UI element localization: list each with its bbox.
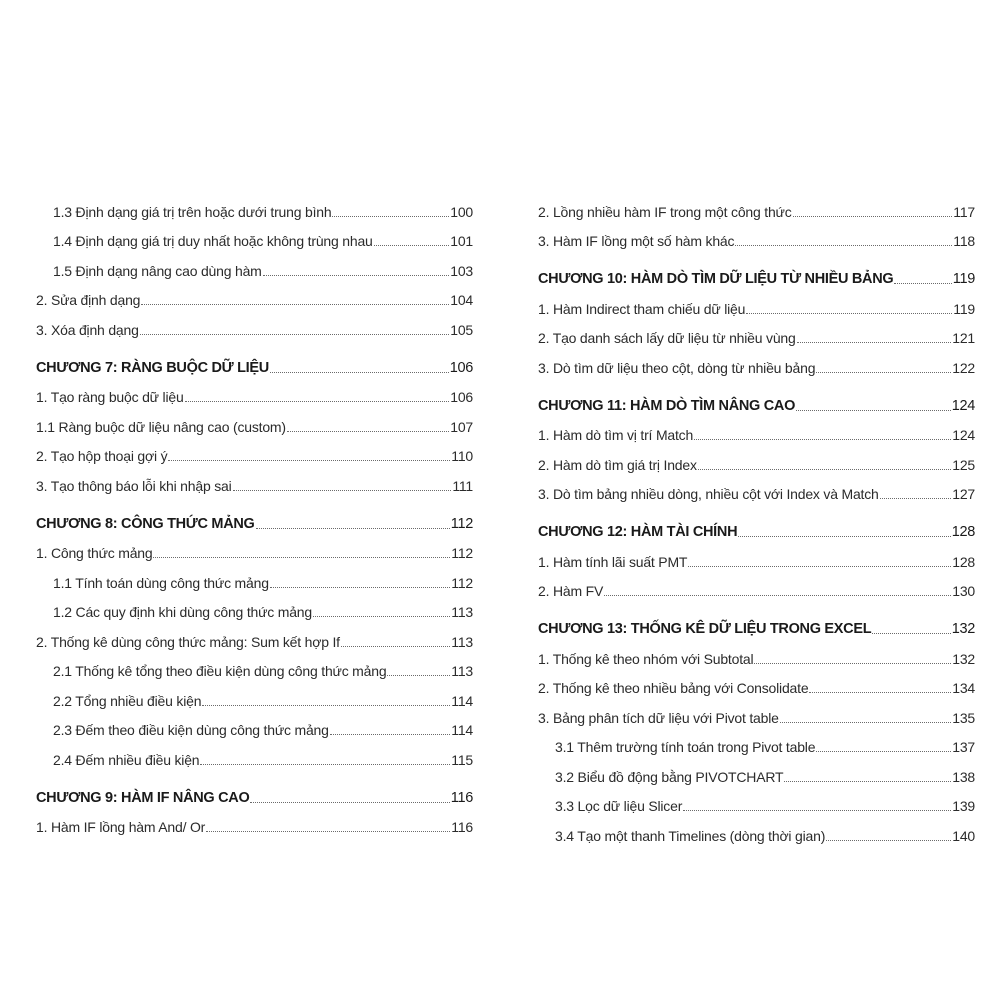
- toc-page-number: 114: [451, 692, 473, 709]
- toc-dot-leader: [698, 469, 951, 470]
- toc-entry-title: 1.4 Định dạng giá trị duy nhất hoặc không trùng nhau: [53, 233, 373, 249]
- toc-page-number: 122: [952, 359, 975, 376]
- toc-dot-leader: [754, 663, 951, 664]
- toc-dot-leader: [784, 781, 951, 782]
- toc-entry-title: 3.3 Lọc dữ liệu Slicer: [555, 798, 683, 814]
- toc-chapter-heading: [538, 376, 975, 414]
- toc-entry-title: 1.5 Định dạng nâng cao dùng hàm: [53, 262, 262, 279]
- toc-chapter-heading: [36, 338, 473, 376]
- toc-entry: [36, 464, 473, 494]
- toc-entry-title: 1.2 Các quy định khi dùng công thức mảng: [53, 604, 312, 620]
- toc-entry-title: 1. Tạo ràng buộc dữ liệu: [36, 389, 184, 405]
- toc-dot-leader: [746, 313, 952, 314]
- toc-entry: [538, 667, 975, 697]
- toc-entry-title: 2.3 Đếm theo điều kiện dùng công thức mảng: [53, 722, 329, 738]
- toc-entry: [538, 637, 975, 667]
- toc-dot-leader: [202, 705, 450, 706]
- toc-dot-leader: [816, 372, 951, 373]
- toc-dot-leader: [206, 831, 450, 832]
- toc-entry: [36, 620, 473, 650]
- toc-dot-leader: [780, 722, 952, 723]
- toc-entry: [538, 414, 975, 444]
- toc-dot-leader: [604, 595, 951, 596]
- toc-entry: [36, 806, 473, 836]
- toc-page-number: 138: [952, 768, 975, 785]
- toc-entry-title: 1. Hàm tính lãi suất PMT: [538, 553, 688, 570]
- toc-dot-leader: [872, 633, 950, 634]
- toc-page-number: 117: [953, 203, 975, 220]
- toc-entry: [36, 738, 473, 768]
- toc-page-number: 106: [449, 359, 473, 376]
- toc-page-number: 115: [451, 751, 473, 768]
- toc-page-number: 116: [451, 819, 473, 835]
- toc-entry-title: 2.4 Đếm nhiều điều kiện: [53, 751, 200, 768]
- toc-entry-title: 3. Dò tìm bảng nhiều dòng, nhiều cột với Index và Match: [538, 486, 879, 502]
- toc-dot-leader: [341, 646, 450, 647]
- toc-chapter-heading: [36, 494, 473, 532]
- toc-right-column: [538, 190, 975, 844]
- toc-page-number: 139: [952, 798, 975, 814]
- toc-entry-title: 3. Dò tìm dữ liệu theo cột, dòng từ nhiều bảng: [538, 359, 816, 376]
- toc-entry: [538, 540, 975, 570]
- toc-entry-title: 1. Hàm Indirect tham chiếu dữ liệu: [538, 300, 746, 317]
- toc-entry-title: CHƯƠNG 7: RÀNG BUỘC DỮ LIỆU: [36, 359, 269, 376]
- toc-chapter-heading: [538, 502, 975, 540]
- toc-page-number: 137: [952, 739, 975, 755]
- toc-entry: [538, 696, 975, 726]
- toc-entry: [36, 308, 473, 338]
- toc-entry: [36, 561, 473, 591]
- toc-page-number: 105: [450, 321, 473, 338]
- toc-page-number: 113: [451, 604, 473, 620]
- toc-page-number: 128: [952, 553, 975, 570]
- toc-page-number: 112: [450, 515, 473, 532]
- toc-entry: [36, 220, 473, 250]
- toc-entry: [538, 443, 975, 473]
- toc-dot-leader: [233, 490, 452, 491]
- toc-entry: [36, 190, 473, 220]
- toc-entry-title: 1.1 Ràng buộc dữ liệu nâng cao (custom): [36, 418, 286, 435]
- toc-dot-leader: [263, 275, 450, 276]
- toc-page-number: 119: [952, 271, 975, 287]
- toc-page-number: 135: [952, 709, 975, 726]
- toc-page-number: 128: [951, 524, 975, 540]
- toc-page-number: 130: [952, 583, 975, 599]
- toc-dot-leader: [738, 536, 950, 537]
- toc-dot-leader: [141, 304, 449, 305]
- toc-page-number: 134: [952, 680, 975, 696]
- toc-dot-leader: [797, 342, 952, 343]
- toc-dot-leader: [330, 734, 451, 735]
- toc-entry: [36, 591, 473, 621]
- toc-entry: [538, 814, 975, 844]
- toc-entry: [538, 220, 975, 250]
- toc-dot-leader: [809, 692, 951, 693]
- toc-entry-title: 1.3 Định dạng giá trị trên hoặc dưới trung bình: [53, 203, 332, 220]
- toc-page-number: 100: [450, 203, 473, 220]
- toc-dot-leader: [793, 216, 953, 217]
- toc-entry-title: 2.2 Tổng nhiều điều kiện: [53, 692, 202, 709]
- toc-entry: [538, 785, 975, 815]
- toc-entry: [36, 679, 473, 709]
- toc-entry-title: CHƯƠNG 11: HÀM DÒ TÌM NÂNG CAO: [538, 397, 796, 414]
- toc-page-number: 124: [951, 397, 975, 414]
- toc-dot-leader: [185, 401, 450, 402]
- toc-entry-title: 3. Bảng phân tích dữ liệu với Pivot table: [538, 709, 779, 726]
- toc-page-number: 140: [952, 827, 975, 844]
- toc-entry-title: 2. Tạo hộp thoại gợi ý: [36, 448, 168, 464]
- toc-page-number: 127: [952, 486, 975, 502]
- toc-page-number: 124: [952, 427, 975, 443]
- toc-entry: [36, 650, 473, 680]
- toc-entry-title: CHƯƠNG 9: HÀM IF NÂNG CAO: [36, 789, 250, 806]
- toc-dot-leader: [313, 616, 450, 617]
- toc-entry: [538, 473, 975, 503]
- toc-entry: [538, 726, 975, 756]
- toc-entry-title: CHƯƠNG 12: HÀM TÀI CHÍNH: [538, 524, 738, 540]
- toc-dot-leader: [374, 245, 450, 246]
- toc-dot-leader: [826, 840, 951, 841]
- toc-entry: [36, 376, 473, 406]
- toc-dot-leader: [683, 810, 951, 811]
- toc-entry: [36, 532, 473, 562]
- toc-entry-title: 3.4 Tạo một thanh Timelines (dòng thời gian): [555, 827, 826, 844]
- toc-entry-title: 2. Tạo danh sách lấy dữ liệu từ nhiều vùng: [538, 330, 796, 346]
- toc-chapter-heading: [538, 599, 975, 637]
- toc-dot-leader: [256, 528, 450, 529]
- toc-entry: [538, 287, 975, 317]
- toc-dot-leader: [796, 410, 951, 411]
- toc-page-number: 107: [450, 418, 473, 435]
- toc-entry: [538, 317, 975, 347]
- toc-page-number: 118: [953, 233, 975, 249]
- toc-entry: [36, 279, 473, 309]
- toc-page-number: 101: [450, 233, 473, 249]
- toc-dot-leader: [153, 557, 450, 558]
- toc-page-number: 112: [451, 574, 473, 591]
- toc-entry-title: 1. Công thức mảng: [36, 545, 153, 561]
- toc-entry-title: 2. Thống kê theo nhiều bảng với Consolidate: [538, 680, 809, 696]
- toc-dot-leader: [387, 675, 450, 676]
- toc-page-number: 104: [450, 292, 473, 308]
- toc-dot-leader: [250, 802, 449, 803]
- toc-entry-title: 2. Hàm dò tìm giá trị Index: [538, 456, 697, 473]
- toc-page-number: 121: [952, 330, 975, 346]
- toc-page-number: 132: [951, 621, 975, 637]
- toc-entry: [36, 405, 473, 435]
- toc-entry-title: 1. Thống kê theo nhóm với Subtotal: [538, 650, 754, 667]
- toc-entry: [538, 346, 975, 376]
- toc-chapter-heading: [36, 768, 473, 806]
- toc-entry-title: 2. Lồng nhiều hàm IF trong một công thức: [538, 203, 792, 220]
- toc-dot-leader: [816, 751, 951, 752]
- toc-entry-title: 2. Thống kê dùng công thức mảng: Sum kết hợp If: [36, 633, 340, 650]
- toc-dot-leader: [140, 334, 450, 335]
- toc-entry-title: 1.1 Tính toán dùng công thức mảng: [53, 574, 269, 591]
- toc-entry-title: 3. Hàm IF lồng một số hàm khác: [538, 233, 735, 249]
- toc-page-number: 116: [450, 789, 473, 806]
- toc-entry-title: 2. Hàm FV: [538, 583, 604, 599]
- toc-entry-title: 3. Xóa định dạng: [36, 321, 139, 338]
- toc-entry: [36, 249, 473, 279]
- toc-dot-leader: [270, 372, 449, 373]
- toc-entry-title: CHƯƠNG 8: CÔNG THỨC MẢNG: [36, 515, 255, 532]
- toc-dot-leader: [694, 439, 951, 440]
- toc-page-number: 113: [451, 663, 473, 679]
- toc-entry-title: 2.1 Thống kê tổng theo điều kiện dùng công thức mảng: [53, 663, 387, 679]
- toc-dot-leader: [168, 460, 450, 461]
- toc-dot-leader: [332, 216, 449, 217]
- toc-entry-title: CHƯƠNG 13: THỐNG KÊ DỮ LIỆU TRONG EXCEL: [538, 621, 872, 637]
- toc-page-number: 111: [452, 477, 473, 494]
- toc-dot-leader: [270, 587, 450, 588]
- toc-page-number: 110: [451, 448, 473, 464]
- toc-entry-title: 1. Hàm dò tìm vị trí Match: [538, 427, 694, 443]
- toc-entry-title: 3.2 Biểu đồ động bằng PIVOTCHART: [555, 768, 784, 785]
- toc-dot-leader: [287, 431, 449, 432]
- toc-chapter-heading: [538, 249, 975, 287]
- toc-page-number: 106: [450, 389, 473, 405]
- toc-entry-title: 2. Sửa định dạng: [36, 292, 141, 308]
- toc-page-number: 103: [450, 262, 473, 279]
- toc-entry: [538, 190, 975, 220]
- toc-page-number: 119: [953, 300, 975, 317]
- toc-page-number: 113: [451, 633, 473, 650]
- toc-entry: [538, 755, 975, 785]
- toc-dot-leader: [894, 283, 951, 284]
- toc-entry-title: CHƯƠNG 10: HÀM DÒ TÌM DỮ LIỆU TỪ NHIỀU BẢNG: [538, 271, 894, 287]
- toc-page-number: 112: [451, 545, 473, 561]
- toc-dot-leader: [688, 566, 951, 567]
- toc-page-number: 125: [952, 456, 975, 473]
- toc-page-number: 132: [952, 650, 975, 667]
- toc-entry: [36, 435, 473, 465]
- toc-entry-title: 1. Hàm IF lồng hàm And/ Or: [36, 819, 206, 835]
- toc-dot-leader: [200, 764, 450, 765]
- toc-entry: [538, 570, 975, 600]
- toc-entry-title: 3. Tạo thông báo lỗi khi nhập sai: [36, 477, 232, 494]
- toc-page-number: 114: [451, 722, 473, 738]
- toc-entry: [36, 709, 473, 739]
- toc-entry-title: 3.1 Thêm trường tính toán trong Pivot table: [555, 739, 816, 755]
- toc-dot-leader: [880, 498, 952, 499]
- toc-dot-leader: [735, 245, 952, 246]
- toc-left-column: [36, 190, 473, 835]
